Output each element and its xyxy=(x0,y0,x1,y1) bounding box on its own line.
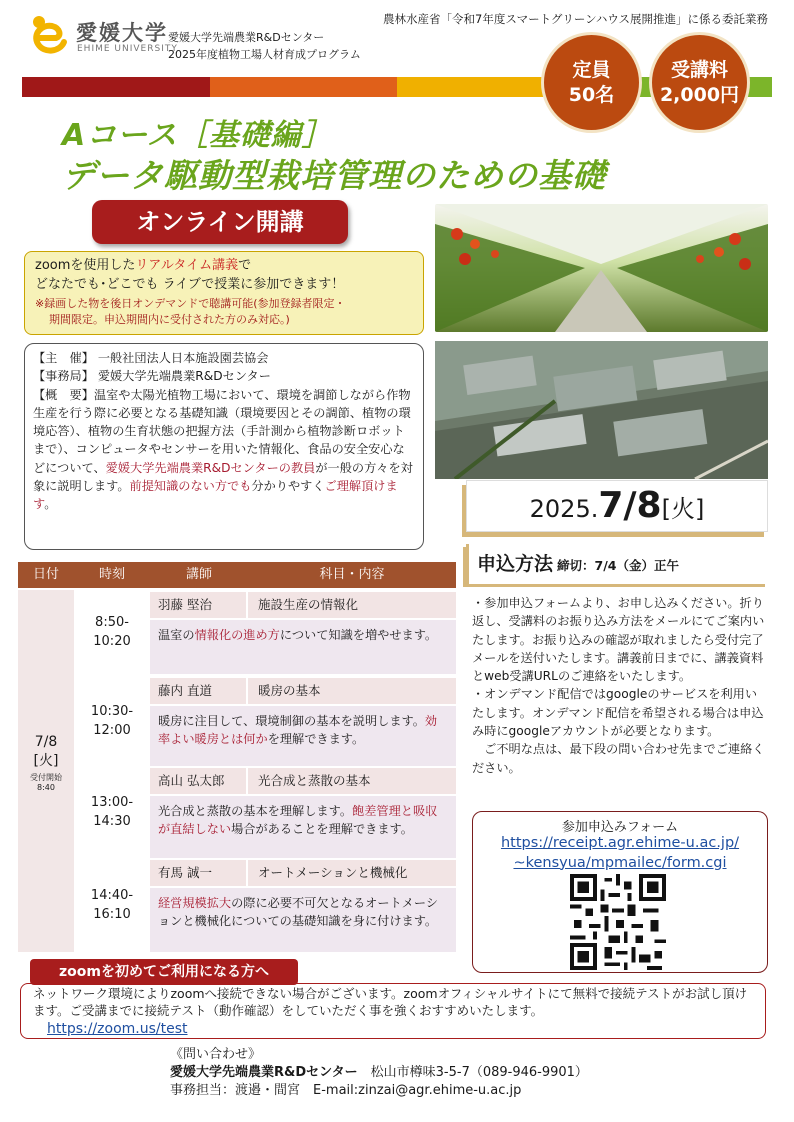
schedule-table xyxy=(18,590,456,952)
description-cell: 経営規模拡大の際に必要不可欠となるオートメーションと機械化についての基礎知識を身に付けます。 xyxy=(150,888,456,952)
contact-block xyxy=(170,1046,588,1101)
form-label: 参加申込みフォーム xyxy=(561,820,679,835)
subject-cell: オートメーションと機械化 xyxy=(248,860,456,886)
greenhouse-tomato-photo xyxy=(435,204,768,332)
time-cell: 8:50- 10:20 xyxy=(76,590,148,676)
logo-text-en: EHIME UNIVERSITY xyxy=(77,44,178,54)
capacity-badge: 定員 50名 xyxy=(541,32,642,133)
description-cell: 温室の情報化の進め方について知識を増やせます。 xyxy=(150,620,456,674)
zoom-line2: どなたでも･どこでも ライブで授業に参加できます！ xyxy=(35,276,345,292)
lecturer-cell: 羽藤 堅治 xyxy=(150,592,246,618)
subject-cell: 暖房の基本 xyxy=(248,678,456,704)
host-row: 【主 催】 一般社団法人日本施設園芸協会 xyxy=(33,351,269,365)
event-date: 2025.7/8[火] xyxy=(466,480,768,532)
ministry-line: 農林水産省「令和7年度スマートグリーンハウス展開推進」に係る委託業務 xyxy=(383,12,768,26)
description-cell: 光合成と蒸散の基本を理解します。飽差管理と吸収が直結しない場合があることを理解できます。 xyxy=(150,796,456,858)
greenhouse-aerial-photo xyxy=(435,341,768,479)
contact-heading: 《問い合わせ》 xyxy=(170,1047,262,1062)
zoom-test-box xyxy=(20,983,766,1039)
main-title: データ駆動型栽培管理のための基礎 xyxy=(62,156,606,195)
center-name: 愛媛大学先端農業R&Dセンター xyxy=(168,31,325,44)
lecturer-cell: 高山 弘太郎 xyxy=(150,768,246,794)
time-cell: 14:40- 16:10 xyxy=(76,860,148,952)
program-name: 2025年度植物工場人材育成プログラム xyxy=(168,48,361,61)
application-form-link[interactable]: https://receipt.agr.ehime-u.ac.jp/ ~kensyua/mpmailec/form.cgi xyxy=(500,835,740,871)
summary-row: 【概 要】温室や太陽光植物工場において、環境を調節しながら作物生産を行う際に必要となる基礎知識（環境要因とその調節、植物の環境応答）、植物の生育状態の把握方法（手計測から植物診断ロボットまで）、コンピュータやセンサーを用いた情報化、食品の安全安心などについて、愛媛大学先端農業R&Dセンターの教員が一般の方々を対象に説明します。前提知識のない方でも分かりやすくご理解頂けます。 xyxy=(33,387,413,512)
zoom-info-box xyxy=(24,251,424,335)
logo-text-jp: 愛媛大学 xyxy=(76,21,168,45)
zoom-first-time-label: zoomを初めてご利用になる方へ xyxy=(30,959,298,985)
time-cell: 13:00- 14:30 xyxy=(76,768,148,858)
schedule-header: 日付 時刻 講師 科目・内容 xyxy=(18,562,456,588)
schedule-date-cell: 7/8 [火] 受付開始 8:40 xyxy=(18,590,74,952)
apply-heading: 申込方法 締切：7/4（金）正午 xyxy=(466,544,768,584)
application-form-box xyxy=(472,811,768,973)
contact-org-line: 愛媛大学先端農業R&Dセンター 松山市樽味3-5-7（089-946-9901） xyxy=(170,1065,588,1081)
zoom-note: ※録画した物を後日オンデマンドで聴講可能(参加登録者限定・ 期間限定。申込期間内に受付された方のみ対応。) xyxy=(35,296,346,326)
contact-staff-line[interactable]: 事務担当：渡邉・間宮 E-mail:zinzai@agr.ehime-u.ac.jp xyxy=(170,1083,522,1099)
subject-cell: 施設生産の情報化 xyxy=(248,592,456,618)
time-cell: 10:30- 12:00 xyxy=(76,678,148,766)
zoom-line1: zoomを使用したリアルタイム講義で xyxy=(35,258,252,273)
office-row: 【事務局】 愛媛大学先端農業R&Dセンター xyxy=(33,369,271,384)
online-label: オンライン開講 xyxy=(92,200,348,244)
fee-badge: 受講料 2,000円 xyxy=(649,32,750,133)
lecturer-cell: 藤内 直道 xyxy=(150,678,246,704)
description-cell: 暖房に注目して、環境制御の基本を説明します。効率よい暖房とは何かを理解できます。 xyxy=(150,706,456,766)
ehime-logo-icon xyxy=(30,14,70,56)
zoom-test-link[interactable]: https://zoom.us/test xyxy=(47,1020,188,1037)
course-title: Aコース［基礎編］ xyxy=(62,118,333,153)
apply-instructions: ・参加申込フォームより、お申し込みください。折り返し、受講料のお振り込み方法をメールにてご案内いたします。お振り込みの確認が取れましたら受付完了メールを送付いたします。講義前日までに、講義資料とweb受講URLのご連絡をいたします。 ・オンデマンド配信ではgoogleのサービスを利用いたします。オンデマンド配信を希望される場合は申込み時にgoogleアカウントが必要となります。 ご不明な点は、最下段の問い合わせ先までご連絡ください。 xyxy=(472,596,765,775)
subject-cell: 光合成と蒸散の基本 xyxy=(248,768,456,794)
zoom-test-text: ネットワーク環境によりzoomへ接続できない場合がございます。zoomオフィシャルサイトにて無料で接続テストがお試し頂けます。ご受講までに接続テスト（動作確認）をしていただく事を強くおすすめいたします。 xyxy=(33,986,748,1018)
qr-code-icon[interactable] xyxy=(569,874,667,970)
course-info-box xyxy=(24,343,424,550)
lecturer-cell: 有馬 誠一 xyxy=(150,860,246,886)
